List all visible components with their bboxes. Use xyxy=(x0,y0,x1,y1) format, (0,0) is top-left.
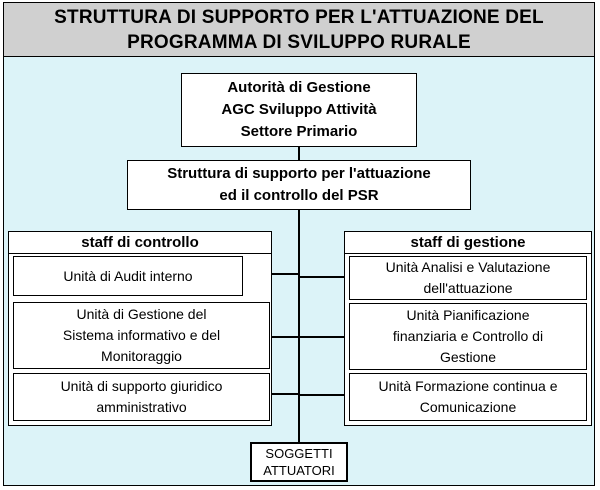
authority-line-1: Autorità di Gestione xyxy=(227,79,371,96)
unit-sistema-informativo xyxy=(13,302,270,369)
connector-authority-support xyxy=(298,147,300,160)
diagram-title xyxy=(3,2,595,57)
unit-line: Unità Analisi e Valutazione xyxy=(385,259,551,275)
support-structure-box xyxy=(127,160,471,210)
support-line-1: Struttura di supporto per l'attuazione xyxy=(167,165,431,182)
unit-line: dell'attuazione xyxy=(423,280,513,296)
unit-pianificazione-finanziaria xyxy=(349,303,587,370)
authority-line-2: AGC Sviluppo Attività xyxy=(221,101,377,118)
connector-left-row-3 xyxy=(270,393,299,395)
authority-line-3: Settore Primario xyxy=(240,123,358,140)
unit-line: Sistema informativo e del xyxy=(62,327,221,343)
unit-line: Comunicazione xyxy=(419,399,517,415)
unit-line: finanziaria e Controllo di xyxy=(392,328,544,344)
connector-right-row-1 xyxy=(299,276,349,278)
unit-audit-interno xyxy=(13,256,243,296)
soggetti-line-2: ATTUATORI xyxy=(263,463,335,478)
authority-box xyxy=(181,73,417,147)
soggetti-attuatori-box xyxy=(250,442,348,482)
soggetti-line-1: SOGGETTI xyxy=(265,446,333,461)
title-line-1: STRUTTURA DI SUPPORTO PER L'ATTUAZIONE DEL xyxy=(54,6,544,28)
staff-gestione-title: staff di gestione xyxy=(344,231,592,254)
unit-line: Unità di Audit interno xyxy=(63,267,193,284)
unit-line: Unità Pianificazione xyxy=(406,307,530,323)
unit-line: amministrativo xyxy=(96,399,187,415)
connector-right-row-2 xyxy=(299,336,349,338)
unit-analisi-valutazione xyxy=(349,256,587,300)
unit-line: Unità Formazione continua e xyxy=(378,378,558,394)
unit-formazione-comunicazione xyxy=(349,373,587,421)
connector-left-row-2 xyxy=(270,336,299,338)
staff-controllo-title: staff di controllo xyxy=(8,231,272,254)
support-line-2: ed il controllo del PSR xyxy=(219,187,379,204)
title-line-2: PROGRAMMA DI SVILUPPO RURALE xyxy=(127,31,471,53)
unit-line: Unità di Gestione del xyxy=(76,306,207,322)
unit-line: Unità di supporto giuridico xyxy=(60,378,223,394)
unit-line: Monitoraggio xyxy=(101,348,182,364)
unit-supporto-giuridico xyxy=(13,373,270,421)
connector-main-vertical xyxy=(298,210,300,442)
connector-right-row-3 xyxy=(299,394,349,396)
unit-line: Gestione xyxy=(439,349,497,365)
